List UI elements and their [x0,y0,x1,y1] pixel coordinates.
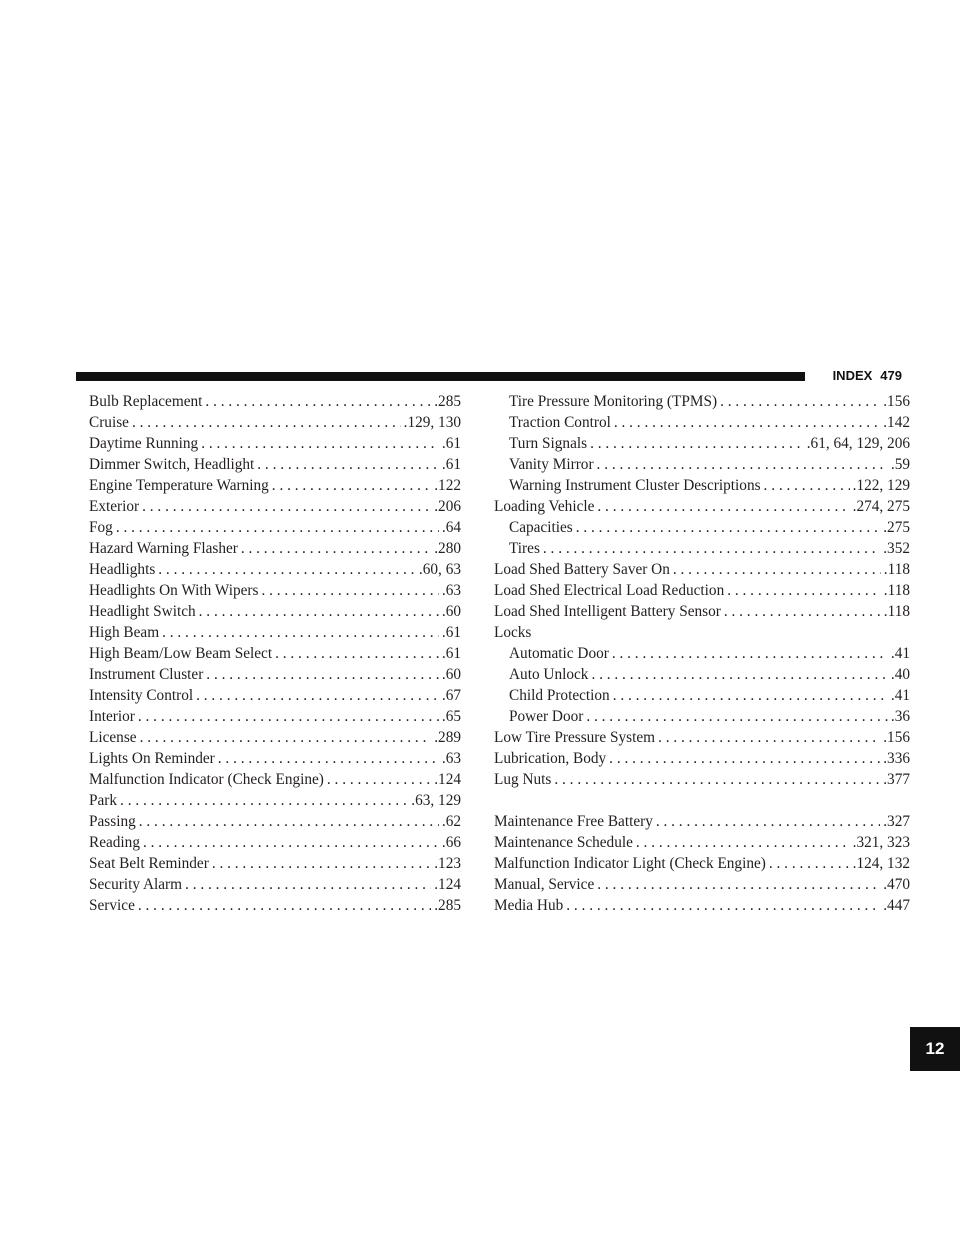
dot-leader [720,391,880,412]
index-entry [494,433,910,454]
index-entry [89,790,461,811]
entry-label: Headlight Switch [89,603,196,620]
index-entry [89,706,461,727]
dot-leader [764,475,850,496]
dot-leader [636,832,850,853]
index-entry [89,454,461,475]
index-entry [494,748,910,769]
index-entry [494,412,910,433]
entry-pages: .118 [883,582,910,599]
entry-pages: .60, 63 [418,561,461,578]
dot-leader [327,769,431,790]
entry-pages: .336 [883,750,910,767]
entry-pages: .289 [434,729,461,746]
index-entry [494,832,910,853]
index-entry [494,643,910,664]
entry-label: Maintenance Free Battery [494,813,653,830]
entry-label: Headlights On With Wipers [89,582,259,599]
entry-pages: .124 [434,771,461,788]
index-entry [89,601,461,622]
index-entry [494,727,910,748]
entry-label: High Beam [89,624,160,641]
dot-leader [272,475,431,496]
dot-leader [138,706,439,727]
dot-leader [185,874,431,895]
index-entry [494,601,910,622]
entry-pages: .62 [441,813,461,830]
index-entry [89,559,461,580]
index-column-right [494,391,910,916]
entry-label: Interior [89,708,135,725]
entry-label: Maintenance Schedule [494,834,633,851]
dot-leader [590,433,804,454]
dot-leader [586,706,888,727]
dot-leader [724,601,881,622]
entry-label: Media Hub [494,897,564,914]
dot-leader [609,748,880,769]
entry-pages: .123 [434,855,461,872]
entry-label: Tire Pressure Monitoring (TPMS) [509,393,718,410]
dot-leader [566,895,880,916]
entry-pages: .156 [883,393,910,410]
dot-leader [199,601,439,622]
entry-pages: .66 [441,834,461,851]
dot-leader [769,853,850,874]
dot-leader [614,412,880,433]
page-header [812,366,902,386]
entry-pages: .352 [883,540,910,557]
entry-label: Loading Vehicle [494,498,595,515]
dot-leader [658,727,880,748]
dot-leader [613,685,888,706]
entry-pages: .61 [441,645,461,662]
index-entry [89,811,461,832]
entry-label: Intensity Control [89,687,194,704]
entry-pages: .118 [883,603,910,620]
entry-pages: .60 [441,603,461,620]
index-entry [89,853,461,874]
dot-leader [257,454,439,475]
entry-label: Security Alarm [89,876,183,893]
entry-pages: .63, 129 [411,792,461,809]
dot-leader [140,727,432,748]
entry-pages: .142 [883,414,910,431]
entry-pages: .124, 132 [852,855,910,872]
entry-label: Load Shed Battery Saver On [494,561,670,578]
entry-label: Low Tire Pressure System [494,729,656,746]
entry-pages: .40 [890,666,910,683]
dot-leader [138,895,431,916]
entry-label: Malfunction Indicator (Check Engine) [89,771,324,788]
entry-label: Service [89,897,135,914]
chapter-tab: 12 [910,1027,960,1071]
entry-pages: .61 [441,435,461,452]
dot-leader [261,580,438,601]
index-entry [494,496,910,517]
entry-pages: .129, 130 [403,414,461,431]
index-entry [494,853,910,874]
section-title: INDEX [832,368,873,383]
entry-pages: .285 [434,897,461,914]
entry-pages: .64 [441,519,461,536]
entry-pages: .156 [883,729,910,746]
index-entry [494,874,910,895]
entry-pages: .41 [890,645,910,662]
dot-leader [206,664,439,685]
entry-label: Warning Instrument Cluster Descriptions [509,477,761,494]
page-number: 479 [880,368,902,383]
entry-pages: .36 [890,708,910,725]
dot-leader [597,874,880,895]
entry-label: Seat Belt Reminder [89,855,209,872]
index-entry [494,517,910,538]
entry-label: Load Shed Electrical Load Reduction [494,582,725,599]
index-entry [494,559,910,580]
dot-leader [576,517,881,538]
index-entry [89,538,461,559]
entry-pages: .61, 64, 129, 206 [806,435,910,452]
entry-label: Locks [494,624,532,641]
entry-pages: .61 [441,456,461,473]
index-entry [89,748,461,769]
entry-label: Lights On Reminder [89,750,215,767]
dot-leader [241,538,431,559]
dot-leader [543,538,880,559]
entry-pages: .60 [441,666,461,683]
index-entry [494,391,910,412]
entry-pages: .280 [434,540,461,557]
index-entry [89,517,461,538]
entry-pages: .274, 275 [852,498,910,515]
entry-label: Vanity Mirror [509,456,594,473]
index-entry [494,685,910,706]
index-entry [89,580,461,601]
dot-leader [591,664,887,685]
dot-leader [143,832,439,853]
index-entry [89,643,461,664]
entry-label: Hazard Warning Flasher [89,540,238,557]
index-entry [89,622,461,643]
index-entry [494,769,910,790]
dot-leader [212,853,431,874]
dot-leader [597,496,849,517]
index-entry [494,622,910,643]
dot-leader [116,517,439,538]
entry-label: Park [89,792,118,809]
index-entry [89,727,461,748]
dot-leader [554,769,880,790]
index-entry [89,685,461,706]
entry-label: High Beam/Low Beam Select [89,645,273,662]
dot-leader [612,643,888,664]
entry-pages: .63 [441,750,461,767]
entry-pages: .327 [883,813,910,830]
entry-label: Lug Nuts [494,771,552,788]
entry-label: Automatic Door [509,645,609,662]
dot-leader [162,622,439,643]
index-entry [89,496,461,517]
dot-leader [656,811,880,832]
entry-pages: .63 [441,582,461,599]
dot-leader [275,643,439,664]
dot-leader [132,412,401,433]
entry-pages: .41 [890,687,910,704]
index-entry [494,895,910,916]
dot-leader [205,391,431,412]
entry-label: Cruise [89,414,129,431]
entry-label: Turn Signals [509,435,588,452]
index-entry [494,664,910,685]
entry-pages: .206 [434,498,461,515]
dot-leader [597,454,888,475]
entry-label: Bulb Replacement [89,393,203,410]
entry-pages: .447 [883,897,910,914]
entry-label: Manual, Service [494,876,595,893]
entry-pages: .377 [883,771,910,788]
entry-label: License [89,729,137,746]
index-entry [89,769,461,790]
index-entry [89,874,461,895]
dot-leader [142,496,431,517]
dot-leader [201,433,439,454]
entry-label: Capacities [509,519,573,536]
entry-label: Auto Unlock [509,666,589,683]
entry-label: Load Shed Intelligent Battery Sensor [494,603,721,620]
index-entry [89,895,461,916]
entry-label: Traction Control [509,414,611,431]
dot-leader [196,685,439,706]
dot-leader [120,790,408,811]
dot-leader [727,580,881,601]
dot-leader [158,559,416,580]
entry-pages: .65 [441,708,461,725]
entry-pages: .122 [434,477,461,494]
entry-pages: .118 [883,561,910,578]
entry-label: Instrument Cluster [89,666,204,683]
index-entry [494,811,910,832]
index-entry [494,454,910,475]
entry-label: Malfunction Indicator Light (Check Engine) [494,855,766,872]
entry-label: Dimmer Switch, Headlight [89,456,255,473]
entry-label: Lubrication, Body [494,750,607,767]
index-entry [494,580,910,601]
entry-label: Fog [89,519,113,536]
entry-pages: .124 [434,876,461,893]
entry-label: Daytime Running [89,435,199,452]
index-entry [89,433,461,454]
dot-leader [673,559,881,580]
dot-leader [218,748,439,769]
entry-pages: .122, 129 [852,477,910,494]
entry-pages: .285 [434,393,461,410]
entry-label: Exterior [89,498,140,515]
entry-pages: .470 [883,876,910,893]
entry-pages: .67 [441,687,461,704]
index-entry [494,475,910,496]
index-column-left [89,391,461,916]
entry-label: Power Door [509,708,584,725]
entry-label: Passing [89,813,136,830]
entry-label: Headlights [89,561,156,578]
entry-pages: .59 [890,456,910,473]
index-entry [89,475,461,496]
entry-label: Tires [509,540,540,557]
index-entry [89,832,461,853]
header-rule [76,372,805,381]
entry-label: Child Protection [509,687,610,704]
dot-leader [139,811,439,832]
index-entry [89,391,461,412]
entry-pages: .275 [883,519,910,536]
entry-pages: .321, 323 [852,834,910,851]
index-entry [494,538,910,559]
entry-label: Engine Temperature Warning [89,477,269,494]
entry-pages: .61 [441,624,461,641]
index-entry [89,664,461,685]
index-entry [89,412,461,433]
index-entry [494,706,910,727]
entry-label: Reading [89,834,140,851]
